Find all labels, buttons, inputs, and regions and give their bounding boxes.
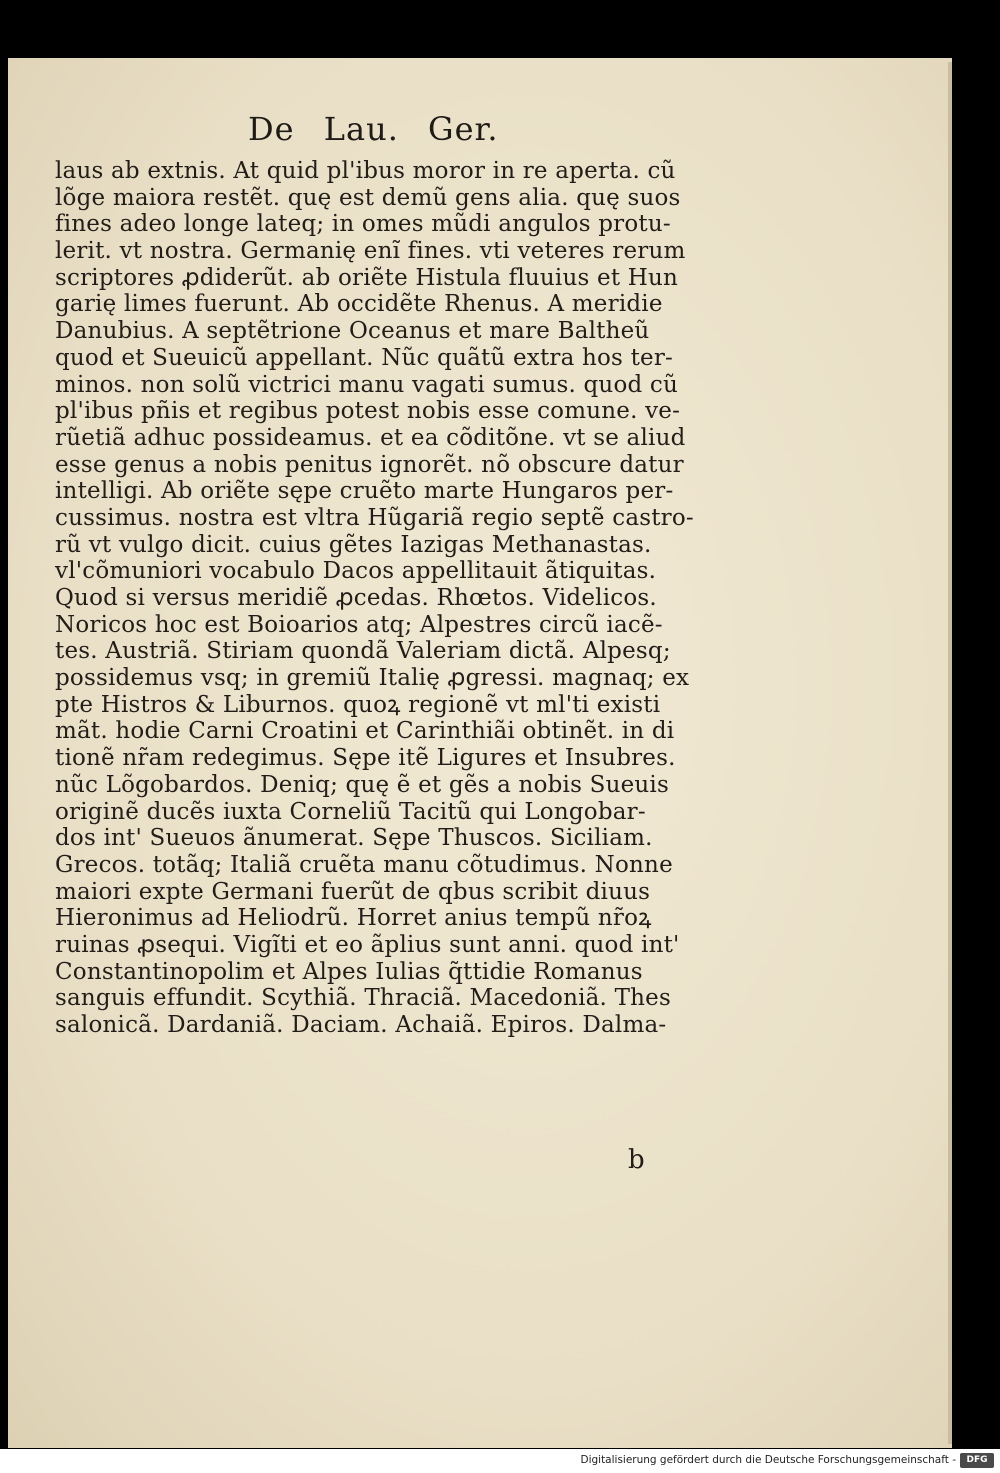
text-line: Quod si versus meridiẽ ꝓcedas. Rhœtos. Videlicos. — [55, 585, 657, 611]
signature-mark: b — [628, 1145, 645, 1175]
text-line: vl'cõmuniori vocabulo Dacos appellitauit ãtiquitas. — [55, 558, 657, 585]
text-line: possidemus vsq; in gremiũ Italię ꝓgressi. magnaq; ex — [55, 665, 690, 692]
text-line: pl'ibus pñis et regibus potest nobis esse comune. ve- — [55, 398, 681, 425]
text-line: lerit. vt nostra. Germanię enĩ fines. vti veteres rerum — [55, 238, 686, 265]
text-line: intelligi. Ab oriẽte sępe cruẽto marte Hungaros per- — [55, 478, 674, 505]
text-line: Hieronimus ad Heliodrũ. Horret anius tempũ nr̃oꝝ — [55, 905, 652, 932]
text-line: cussimus. nostra est vltra Hũgariã regio septẽ castro- — [55, 504, 694, 531]
text-line: quod et Sueuicũ appellant. Nũc quãtũ extra hos ter- — [55, 344, 673, 371]
text-line: nũc Lõgobardos. Deniq; quę ẽ et gẽs a nobis Sueuis — [55, 771, 669, 798]
footer-bar — [0, 1449, 1000, 1473]
text-line: Danubius. A septẽtrione Oceanus et mare Baltheũ — [55, 318, 650, 345]
text-line: ruinas ꝓsequi. Vigĩti et eo ãplius sunt anni. quod int' — [55, 931, 680, 958]
text-line: tes. Austriã. Stiriam quondã Valeriam dictã. Alpesq; — [55, 638, 671, 665]
text-line: mãt. hodie Carni Croatini et Carinthiãi obtinẽt. in di — [55, 718, 675, 745]
text-line: scriptores ꝓdiderũt. ab oriẽte Histula fluuius et Hun — [55, 264, 679, 291]
text-line: originẽ ducẽs iuxta Corneliũ Tacitũ qui Longobar- — [55, 798, 646, 825]
text-line: tionẽ nr̃am redegimus. Sępe itẽ Ligures et Insubres. — [55, 745, 676, 772]
text-line: Constantinopolim et Alpes Iulias q̃ttidie Romanus — [55, 958, 643, 985]
text-line: minos. non solũ victrici manu vagati sumus. quod cũ — [55, 371, 679, 398]
running-head: De Lau. Ger. — [248, 110, 499, 148]
text-line: garię limes fuerunt. Ab occidẽte Rhenus. A meridie — [55, 291, 663, 318]
body-text — [55, 158, 705, 1039]
text-line: sanguis effundit. Scythiã. Thraciã. Macedoniã. Thes — [55, 985, 671, 1012]
text-line: pte Histros & Liburnos. quoꝝ regionẽ vt ml'ti existi — [55, 691, 661, 718]
text-line: rũ vt vulgo dicit. cuius gẽtes Iazigas Methanastas. — [55, 531, 652, 558]
text-line: Noricos hoc est Boioarios atq; Alpestres circũ iacẽ- — [55, 611, 663, 638]
text-line: dos int' Sueuos ãnumerat. Sępe Thuscos. Siciliam. — [55, 825, 653, 852]
text-line: laus ab extnis. At quid pl'ibus moror in re aperta. cũ — [55, 158, 676, 184]
dfg-logo-icon: DFG — [960, 1453, 994, 1468]
text-line: lõge maiora restẽt. quę est demũ gens alia. quę suos — [55, 184, 681, 211]
text-line: salonicã. Dardaniã. Daciam. Achaiã. Epiros. Dalma- — [55, 1012, 667, 1038]
text-line: Grecos. totãq; Italiã cruẽta manu cõtudimus. Nonne — [55, 851, 673, 878]
page-edge — [948, 62, 952, 1444]
text-line: fines adeo longe lateq; in omes mũdi angulos protu- — [55, 211, 671, 238]
text-line: maiori expte Germani fuerũt de qbus scribit diuus — [55, 878, 651, 905]
text-line: esse genus a nobis penitus ignorẽt. nõ obscure datur — [55, 451, 684, 478]
funding-credit: Digitalisierung gefördert durch die Deutsche Forschungsgemeinschaft - — [580, 1454, 956, 1466]
text-line: rũetiã adhuc possideamus. et ea cõditõne. vt se aliud — [55, 424, 686, 451]
